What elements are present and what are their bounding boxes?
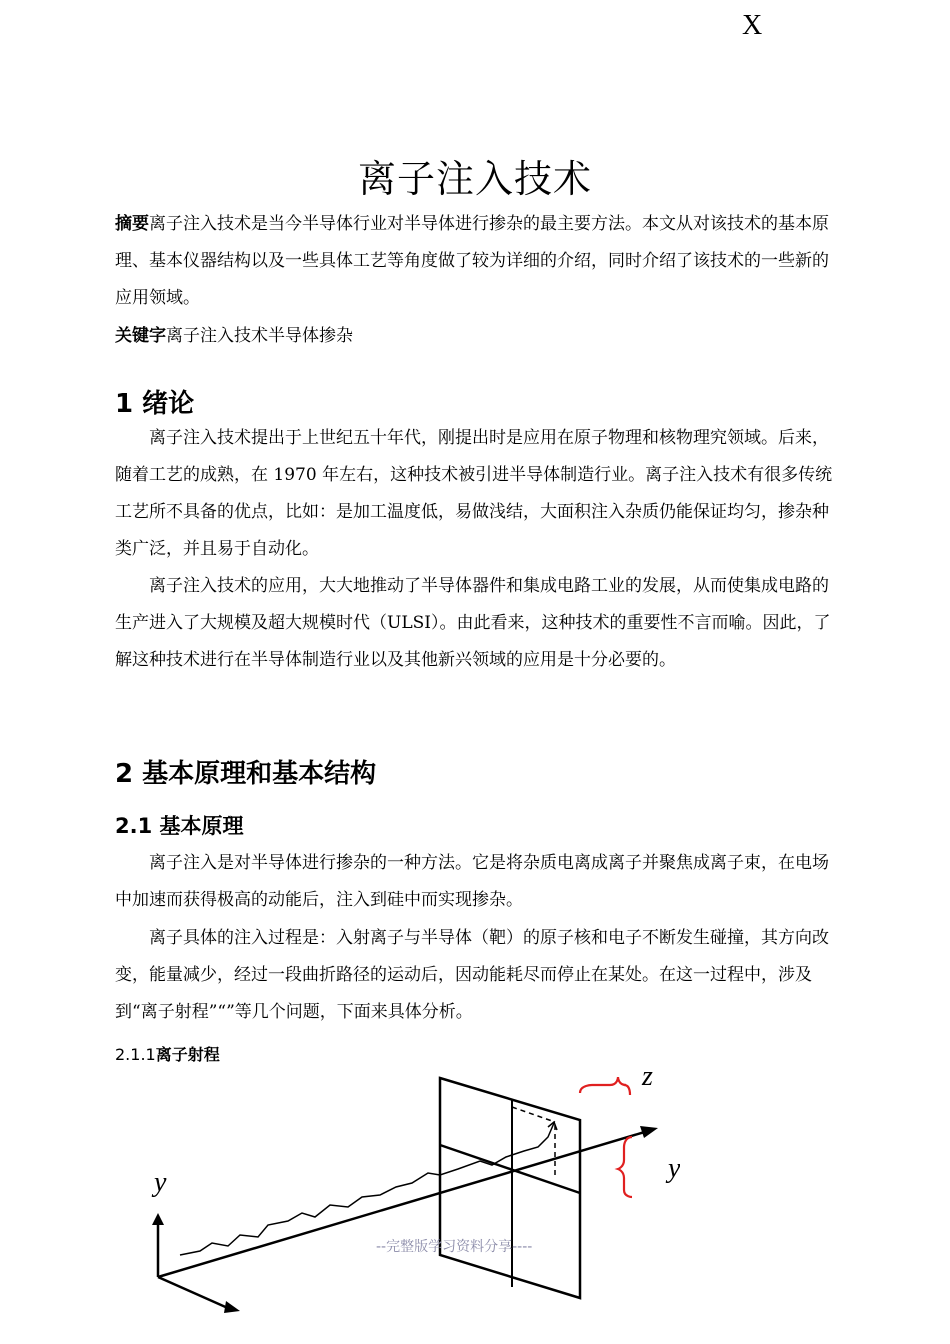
section-2-1-1-title: 离子射程 [155,1045,220,1064]
z-label: z [642,1065,653,1092]
keywords-label: 关键字 [115,326,166,346]
page-title: 离子注入技术 [357,157,592,201]
left-x-axis [158,1277,230,1309]
abstract-label: 摘要 [115,214,149,234]
section-1-heading: 1 绪论 [115,389,195,419]
section-1-paragraph-1: 离子注入技术提出于上世纪五十年代，刚提出时是应用在原子物理和核物理究领域。后来，随着工艺的成熟，在 1970 年左右，这种技术被引进半导体制造行业。离子注入技术有很多传统工艺所不具备的优点，比如：是加工温度低，易做浅结，大面积注入杂质仍能保证均匀，掺杂种类广泛，并且易于自动化。 [115,428,833,559]
beam-axis-arrowhead [640,1126,658,1138]
section-2-1-1-heading [115,1042,220,1065]
section-2-1-paragraph-2: 离子具体的注入过程是：入射离子与半导体（靶）的原子核和电子不断发生碰撞，其方向改变，能量减少，经过一段曲折路径的运动后，因动能耗尽而停止在某处。在这一过程中，涉及到“离子射程”“”等几个问题，下面来具体分析。 [115,928,829,1022]
abstract-paragraph [115,206,845,317]
section-2-1-paragraph-1: 离子注入是对半导体进行掺杂的一种方法。它是将杂质电离成离子并聚焦成离子束，在电场中加速而获得极高的动能后，注入到硅中而实现掺杂。 [115,853,829,910]
section-2-1-1-number: 2.1.1 [115,1045,156,1064]
section-1-paragraph-2: 离子注入技术的应用，大大地推动了半导体器件和集成电路工业的发展，从而使集成电路的生产进入了大规模及超大规模时代（ULSI）。由此看来，这种技术的重要性不言而喻。因此，了解这种技术进行在半导体制造行业以及其他新兴领域的应用是十分必要的。 [115,576,831,670]
z-bracket [580,1077,630,1095]
y-bracket [618,1137,632,1197]
abstract-text: 离子注入技术是当今半导体行业对半导体进行掺杂的最主要方法。本文从对该技术的基本原理、基本仪器结构以及一些具体工艺等角度做了较为详细的介绍，同时介绍了该技术的一些新的应用领域。 [115,214,829,308]
y-label-right: y [668,1153,680,1184]
ion-range-diagram [140,1065,680,1315]
section-2-heading: 2 基本原理和基本结构 [115,759,377,789]
corner-mark: X [742,10,763,41]
left-y-axis-arrowhead [152,1213,164,1225]
left-x-axis-arrowhead [224,1301,240,1313]
watermark: --完整版学习资料分享---- [376,1239,533,1255]
keywords-text: 离子注入技术半导体掺杂 [166,326,353,346]
keywords-paragraph [115,318,845,355]
projection-dash-horizontal [512,1107,555,1122]
section-2-1-heading: 2.1 基本原理 [115,814,244,838]
y-label-left: y [154,1167,167,1198]
